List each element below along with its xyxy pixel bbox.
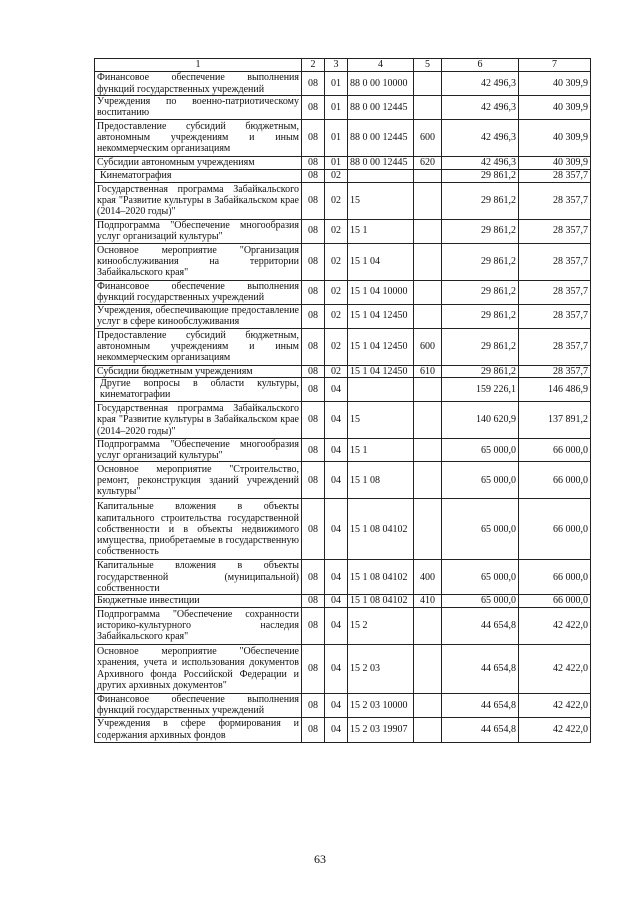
row-subsection: 02	[325, 182, 348, 219]
row-section: 08	[302, 182, 325, 219]
table-row	[95, 119, 591, 156]
row-subsection: 04	[325, 693, 348, 717]
row-value-2020: 66 000,0	[519, 560, 591, 595]
table-row	[95, 644, 591, 693]
row-value-2020: 66 000,0	[519, 462, 591, 499]
row-target-code: 15 1 04 10000	[348, 280, 414, 304]
row-target-code: 88 0 00 12445	[348, 156, 414, 169]
row-expense-type	[414, 182, 442, 219]
row-expense-type	[414, 462, 442, 499]
row-target-code: 88 0 00 12445	[348, 96, 414, 120]
column-header: 6	[442, 59, 519, 72]
row-expense-type	[414, 438, 442, 462]
table-row	[95, 156, 591, 169]
row-value-2020: 40 309,9	[519, 72, 591, 96]
row-section: 08	[302, 693, 325, 717]
row-name: Государственная программа Забайкальского края "Развитие культуры в Забайкальском крае (2014–2020 годы)"	[95, 182, 302, 219]
column-header: 1	[95, 59, 302, 72]
row-section: 08	[302, 304, 325, 328]
row-value-2020: 28 357,7	[519, 219, 591, 243]
table-row	[95, 377, 591, 401]
row-value-2019: 44 654,8	[442, 717, 519, 742]
row-value-2019: 29 861,2	[442, 169, 519, 182]
row-name: Основное мероприятие "Обеспечение хранения, учета и использования документов Архивного фонда Российской Федерации и других архивных документов"	[95, 644, 302, 693]
table-row	[95, 365, 591, 377]
row-section: 08	[302, 365, 325, 377]
row-section: 08	[302, 560, 325, 595]
row-subsection: 02	[325, 328, 348, 365]
row-subsection: 02	[325, 280, 348, 304]
table-row	[95, 328, 591, 365]
row-expense-type	[414, 219, 442, 243]
table-row	[95, 462, 591, 499]
row-value-2020: 40 309,9	[519, 119, 591, 156]
row-value-2019: 42 496,3	[442, 119, 519, 156]
row-section: 08	[302, 96, 325, 120]
row-name: Учреждения в сфере формирования и содержания архивных фондов	[95, 717, 302, 742]
row-target-code: 15 1 04 12450	[348, 328, 414, 365]
column-header: 2	[302, 59, 325, 72]
table-row	[95, 243, 591, 280]
row-name: Предоставление субсидий бюджетным, автономным учреждениям и иным некоммерческим организациям	[95, 328, 302, 365]
table-row	[95, 607, 591, 644]
row-name: Финансовое обеспечение выполнения функций государственных учреждений	[95, 72, 302, 96]
row-subsection: 04	[325, 644, 348, 693]
row-value-2019: 29 861,2	[442, 243, 519, 280]
row-target-code: 15 1 08 04102	[348, 499, 414, 560]
row-section: 08	[302, 438, 325, 462]
row-target-code: 15 1 08 04102	[348, 560, 414, 595]
row-subsection: 01	[325, 156, 348, 169]
table-row	[95, 219, 591, 243]
row-value-2019: 65 000,0	[442, 438, 519, 462]
row-target-code: 15 1 08 04102	[348, 595, 414, 607]
row-name: Капитальные вложения в объекты государственной (муниципальной) собственности	[95, 560, 302, 595]
row-subsection: 01	[325, 72, 348, 96]
row-value-2020: 28 357,7	[519, 243, 591, 280]
row-value-2019: 29 861,2	[442, 328, 519, 365]
row-name: Финансовое обеспечение выполнения функций государственных учреждений	[95, 280, 302, 304]
column-header: 3	[325, 59, 348, 72]
row-section: 08	[302, 328, 325, 365]
table-header-row	[95, 59, 591, 72]
row-expense-type	[414, 693, 442, 717]
row-value-2020: 42 422,0	[519, 644, 591, 693]
row-subsection: 04	[325, 499, 348, 560]
row-value-2020: 66 000,0	[519, 499, 591, 560]
row-subsection: 04	[325, 560, 348, 595]
row-subsection: 04	[325, 401, 348, 438]
table-row	[95, 169, 591, 182]
table-row	[95, 438, 591, 462]
row-expense-type: 600	[414, 119, 442, 156]
row-value-2019: 42 496,3	[442, 156, 519, 169]
table-row	[95, 182, 591, 219]
row-target-code: 15 2 03 10000	[348, 693, 414, 717]
row-subsection: 04	[325, 607, 348, 644]
row-value-2020: 40 309,9	[519, 96, 591, 120]
row-value-2020: 66 000,0	[519, 595, 591, 607]
row-subsection: 04	[325, 717, 348, 742]
row-expense-type	[414, 72, 442, 96]
row-name: Государственная программа Забайкальского края "Развитие культуры в Забайкальском крае (2014–2020 годы)"	[95, 401, 302, 438]
row-section: 08	[302, 219, 325, 243]
row-section: 08	[302, 462, 325, 499]
row-target-code	[348, 377, 414, 401]
row-expense-type: 620	[414, 156, 442, 169]
row-subsection: 01	[325, 96, 348, 120]
column-header: 5	[414, 59, 442, 72]
row-expense-type: 400	[414, 560, 442, 595]
column-header: 7	[519, 59, 591, 72]
row-value-2020: 40 309,9	[519, 156, 591, 169]
row-subsection: 02	[325, 169, 348, 182]
row-value-2020: 28 357,7	[519, 304, 591, 328]
row-value-2019: 29 861,2	[442, 280, 519, 304]
row-section: 08	[302, 280, 325, 304]
row-expense-type	[414, 644, 442, 693]
row-subsection: 04	[325, 595, 348, 607]
row-target-code: 15 1 04 12450	[348, 304, 414, 328]
row-expense-type	[414, 280, 442, 304]
row-value-2020: 42 422,0	[519, 693, 591, 717]
row-target-code: 15 2 03	[348, 644, 414, 693]
row-subsection: 02	[325, 304, 348, 328]
row-subsection: 02	[325, 365, 348, 377]
table-row	[95, 560, 591, 595]
row-target-code: 15 2 03 19907	[348, 717, 414, 742]
row-value-2019: 29 861,2	[442, 304, 519, 328]
row-expense-type	[414, 499, 442, 560]
row-value-2020: 28 357,7	[519, 169, 591, 182]
row-section: 08	[302, 644, 325, 693]
row-value-2020: 137 891,2	[519, 401, 591, 438]
row-value-2020: 28 357,7	[519, 182, 591, 219]
row-section: 08	[302, 401, 325, 438]
row-expense-type	[414, 96, 442, 120]
row-value-2019: 42 496,3	[442, 96, 519, 120]
row-expense-type	[414, 401, 442, 438]
row-target-code	[348, 169, 414, 182]
row-expense-type	[414, 607, 442, 644]
row-value-2019: 29 861,2	[442, 182, 519, 219]
row-value-2019: 159 226,1	[442, 377, 519, 401]
row-value-2019: 65 000,0	[442, 499, 519, 560]
row-name: Учреждения по военно-патриотическому воспитанию	[95, 96, 302, 120]
row-name: Подпрограмма "Обеспечение многообразия услуг организаций культуры"	[95, 438, 302, 462]
row-subsection: 04	[325, 462, 348, 499]
row-value-2020: 28 357,7	[519, 328, 591, 365]
row-target-code: 15	[348, 182, 414, 219]
row-subsection: 04	[325, 438, 348, 462]
row-name: Основное мероприятие "Строительство, ремонт, реконструкция зданий учреждений культуры"	[95, 462, 302, 499]
table-row	[95, 717, 591, 742]
table-row	[95, 96, 591, 120]
row-value-2019: 65 000,0	[442, 462, 519, 499]
table-body	[95, 72, 591, 743]
page-number: 63	[314, 852, 326, 866]
row-value-2019: 65 000,0	[442, 560, 519, 595]
table-row	[95, 72, 591, 96]
row-target-code: 15 2	[348, 607, 414, 644]
row-expense-type: 410	[414, 595, 442, 607]
row-target-code: 88 0 00 10000	[348, 72, 414, 96]
row-name: Предоставление субсидий бюджетным, автономным учреждениям и иным некоммерческим организациям	[95, 119, 302, 156]
budget-table	[94, 58, 591, 743]
row-value-2019: 44 654,8	[442, 693, 519, 717]
row-section: 08	[302, 169, 325, 182]
row-expense-type: 600	[414, 328, 442, 365]
row-target-code: 15	[348, 401, 414, 438]
row-value-2019: 140 620,9	[442, 401, 519, 438]
row-target-code: 15 1 04 12450	[348, 365, 414, 377]
row-section: 08	[302, 119, 325, 156]
row-subsection: 02	[325, 219, 348, 243]
row-section: 08	[302, 377, 325, 401]
row-name: Субсидии бюджетным учреждениям	[95, 365, 302, 377]
table-row	[95, 693, 591, 717]
row-expense-type	[414, 717, 442, 742]
row-value-2020: 42 422,0	[519, 717, 591, 742]
row-expense-type	[414, 243, 442, 280]
row-name: Другие вопросы в области культуры, кинематографии	[95, 377, 302, 401]
table-row	[95, 304, 591, 328]
row-target-code: 15 1 04	[348, 243, 414, 280]
row-value-2020: 146 486,9	[519, 377, 591, 401]
row-expense-type	[414, 169, 442, 182]
column-header: 4	[348, 59, 414, 72]
row-value-2020: 28 357,7	[519, 280, 591, 304]
row-value-2019: 65 000,0	[442, 595, 519, 607]
row-value-2020: 28 357,7	[519, 365, 591, 377]
row-name: Основное мероприятие "Организация кинообслуживания на территории Забайкальского края"	[95, 243, 302, 280]
row-value-2020: 42 422,0	[519, 607, 591, 644]
row-section: 08	[302, 499, 325, 560]
row-expense-type	[414, 304, 442, 328]
row-section: 08	[302, 243, 325, 280]
row-value-2020: 66 000,0	[519, 438, 591, 462]
row-expense-type	[414, 377, 442, 401]
row-expense-type: 610	[414, 365, 442, 377]
table-row	[95, 595, 591, 607]
row-name: Бюджетные инвестиции	[95, 595, 302, 607]
row-name: Подпрограмма "Обеспечение многообразия услуг организаций культуры"	[95, 219, 302, 243]
table-row	[95, 401, 591, 438]
row-section: 08	[302, 156, 325, 169]
row-name: Учреждения, обеспечивающие предоставление услуг в сфере кинообслуживания	[95, 304, 302, 328]
row-value-2019: 44 654,8	[442, 644, 519, 693]
row-name: Кинематография	[95, 169, 302, 182]
row-value-2019: 29 861,2	[442, 219, 519, 243]
row-target-code: 15 1 08	[348, 462, 414, 499]
row-name: Субсидии автономным учреждениям	[95, 156, 302, 169]
table-row	[95, 499, 591, 560]
table-row	[95, 280, 591, 304]
row-subsection: 01	[325, 119, 348, 156]
row-target-code: 15 1	[348, 219, 414, 243]
row-section: 08	[302, 607, 325, 644]
row-name: Капитальные вложения в объекты капитального строительства государственной собственности и в объекты недвижимого имущества, приобретаемые в государственную собственность	[95, 499, 302, 560]
row-subsection: 04	[325, 377, 348, 401]
row-section: 08	[302, 717, 325, 742]
row-section: 08	[302, 72, 325, 96]
row-name: Подпрограмма "Обеспечение сохранности историко-культурного наследия Забайкальского края"	[95, 607, 302, 644]
row-value-2019: 42 496,3	[442, 72, 519, 96]
row-value-2019: 44 654,8	[442, 607, 519, 644]
row-subsection: 02	[325, 243, 348, 280]
row-target-code: 88 0 00 12445	[348, 119, 414, 156]
row-name: Финансовое обеспечение выполнения функций государственных учреждений	[95, 693, 302, 717]
row-section: 08	[302, 595, 325, 607]
row-value-2019: 29 861,2	[442, 365, 519, 377]
row-target-code: 15 1	[348, 438, 414, 462]
